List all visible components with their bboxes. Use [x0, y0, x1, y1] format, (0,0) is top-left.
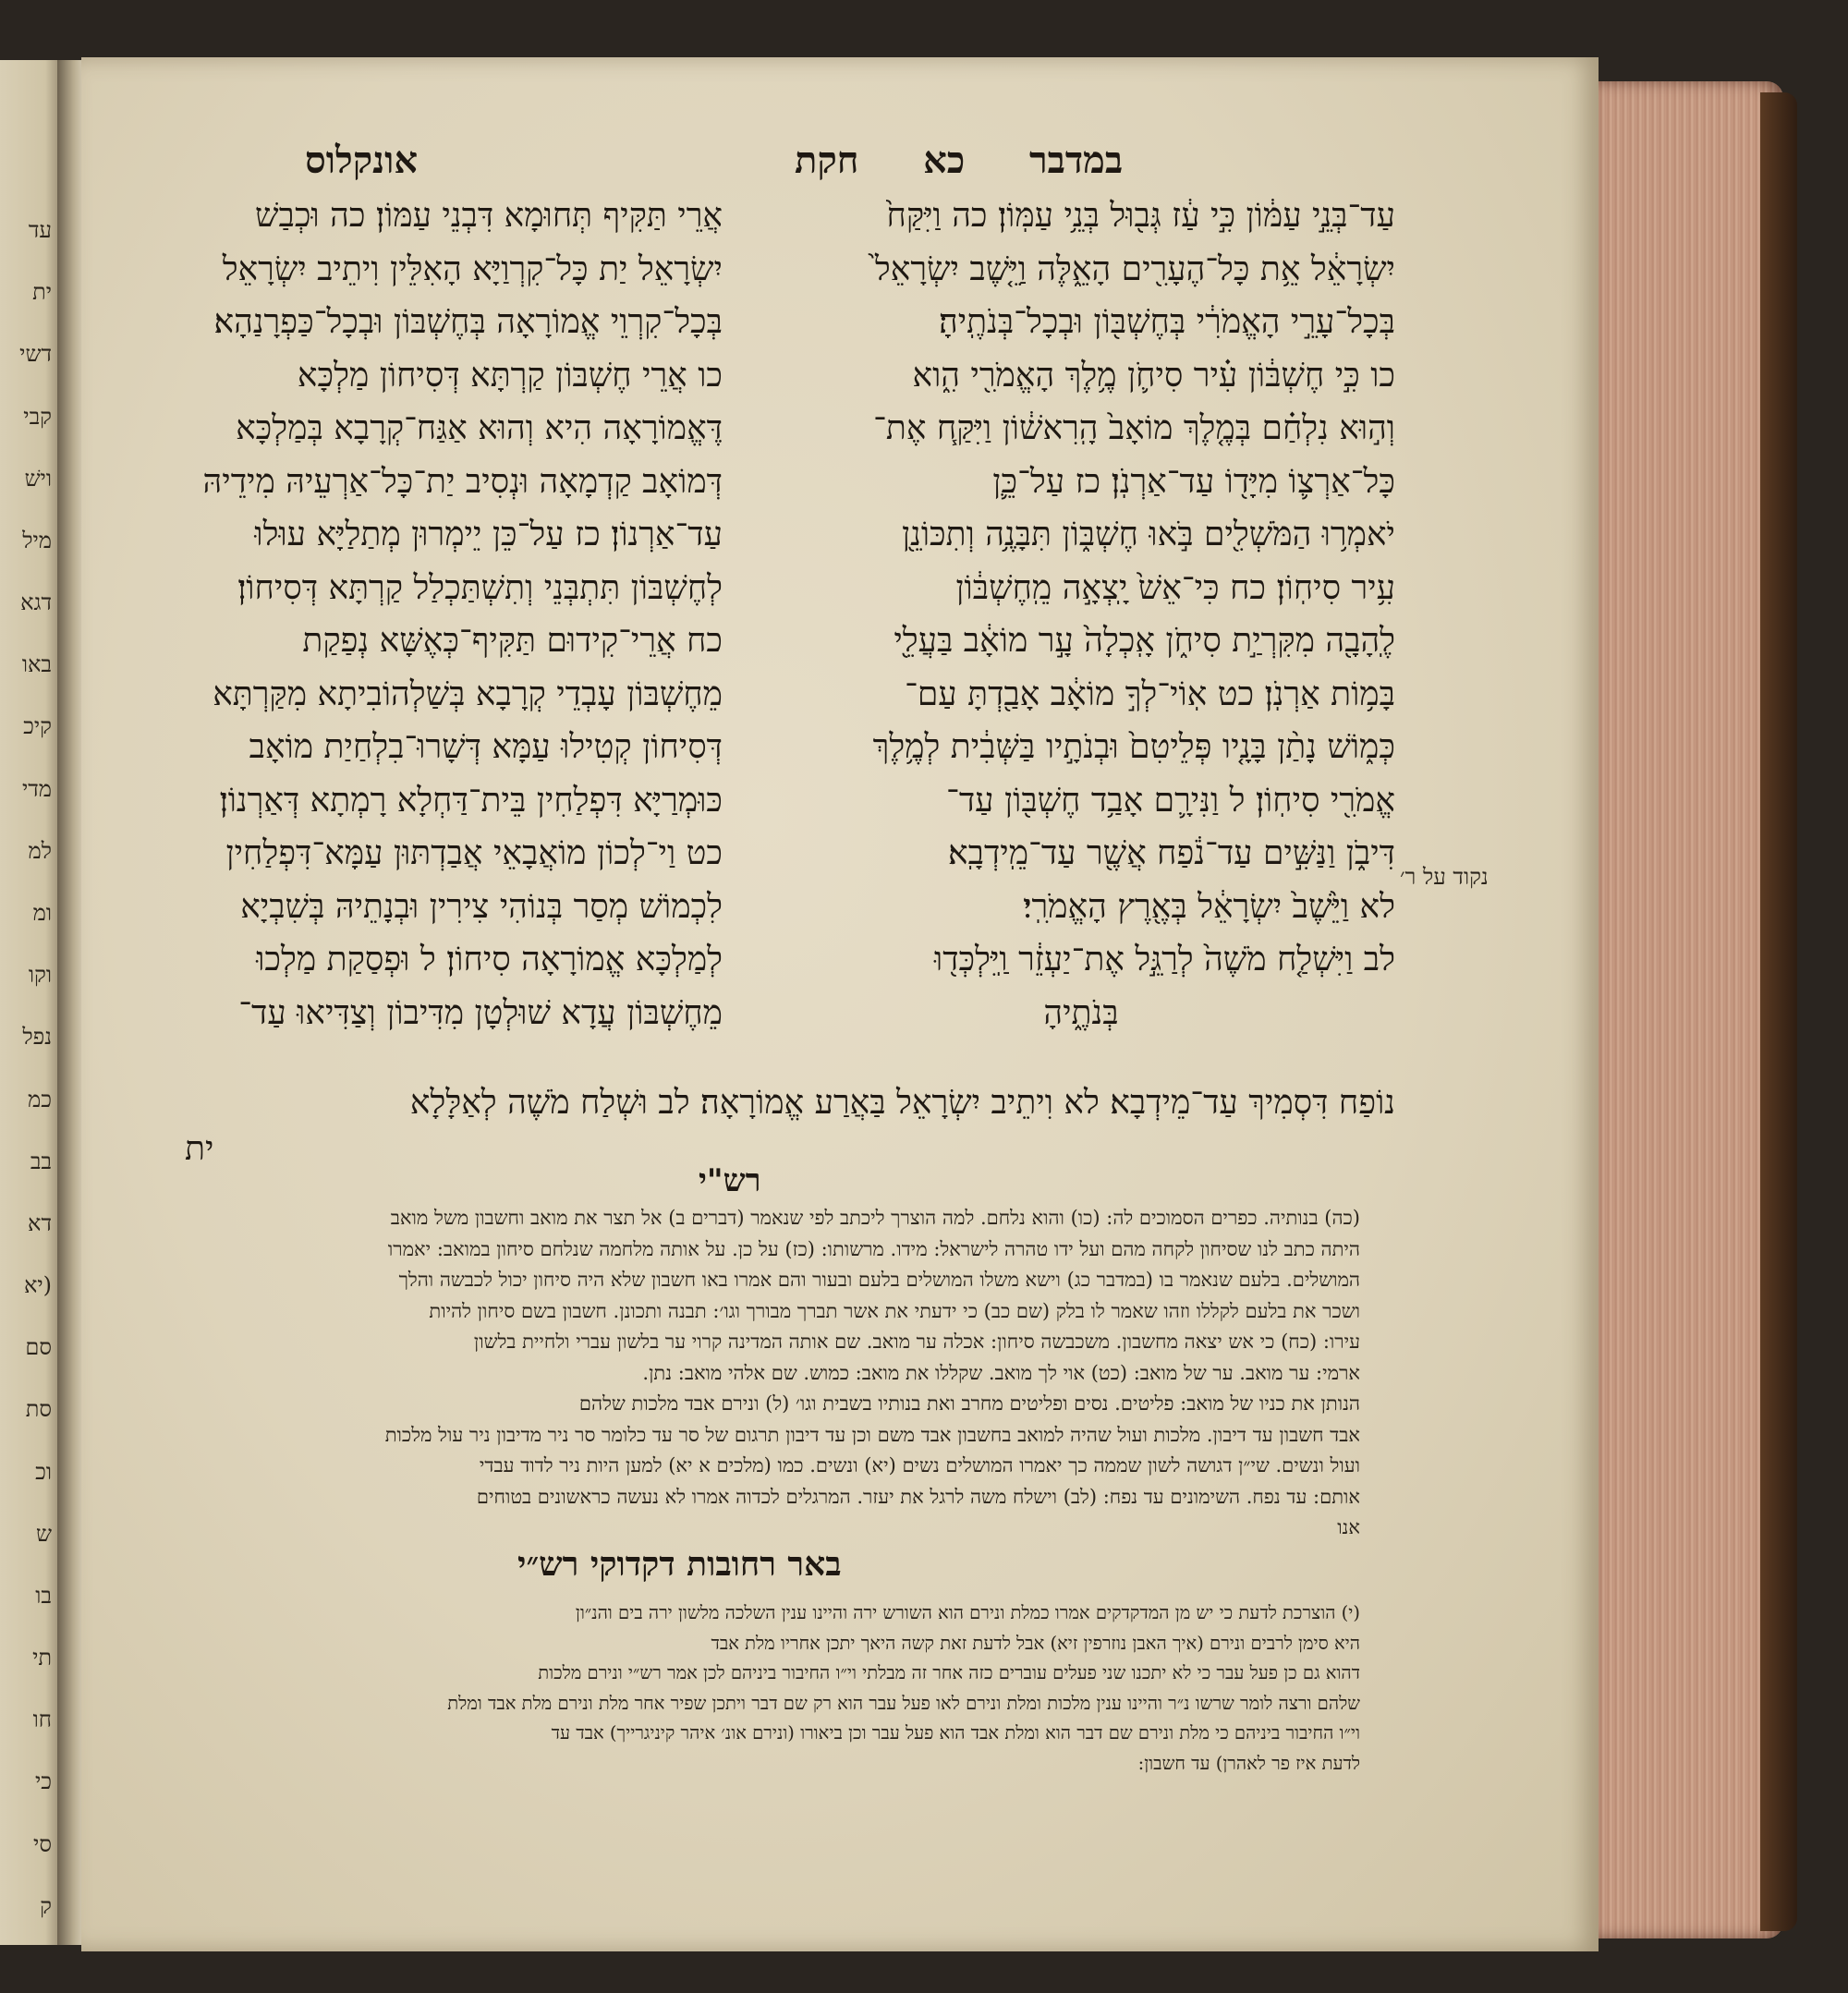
- onkelos-line: מֵחֶשְׁבּוֹן עֲדָא שׁוּלְטָן מִדִּיבוֹן וְצַדִּיאוּ עַד־: [238, 993, 723, 1032]
- left-page-fragment: וישׁ: [24, 465, 52, 492]
- left-page-fragment: מיל: [22, 527, 52, 553]
- torah-column: [767, 189, 1395, 1039]
- left-page-fragment: מדי: [21, 775, 52, 802]
- torah-line: יִשְׂרָאֵ֔ל אֵ֥ת כָּל־הֶעָרִ֖ים הָאֵ֑לֶּה וַיֵּ֤שֶׁב יִשְׂרָאֵל֙: [874, 249, 1395, 288]
- torah-line: לֶֽהָבָ֖ה מִקִּרְיַ֣ת סִיחֹ֑ן אָֽכְלָה֙ עָ֣ר מוֹאָ֔ב בַּעֲלֵ֖י: [894, 622, 1395, 660]
- left-page-fragment: חו: [32, 1707, 52, 1733]
- beer-rechovot-commentary: [85, 1598, 1360, 1779]
- torah-line: בְּכָל־עָרֵ֣י הָאֱמֹרִ֔י בְּחֶשְׁבּ֖וֹן וּבְכָל־בְּנֹתֶֽיהָ׃: [939, 303, 1395, 341]
- onkelos-line: יִשְׂרָאֵל יַת כָּל־קִרְוַיָּא הָאִלֵּין וִיתֵיב יִשְׂרָאֵל: [222, 249, 723, 288]
- torah-line: וְה֣וּא נִלְחַ֗ם בְּמֶ֤לֶךְ מוֹאָב֙ הָֽרִאשׁ֔וֹן וַיִּקַּ֧ח אֶת־: [873, 409, 1395, 447]
- torah-line: כָּל־אַרְצ֛וֹ מִיָּד֖וֹ עַד־אַרְנֹֽן׃ כז עַל־כֵּ֛ן: [992, 462, 1395, 501]
- book-cover-edge: [1760, 92, 1797, 1931]
- onkelos-line: כו אֲרֵי חֶשְׁבּוֹן קַרְתָּא דְּסִיחוֹן מַלְכָּא: [297, 356, 723, 395]
- left-page-fragment: וכ: [35, 1458, 52, 1485]
- header-parasha: חקת: [795, 139, 859, 182]
- left-page-fragment: ש: [36, 1520, 52, 1547]
- left-page-fragment: כי: [34, 1768, 52, 1795]
- left-page-fragment: עד: [28, 217, 52, 243]
- torah-line: כְּמ֑וֹשׁ נָתַ֨ן בָּנָ֤יו פְּלֵיטִם֙ וּבְנֹתָ֣יו בַּשְּׁבִ֔ית לְמֶ֥לֶךְ: [872, 728, 1395, 766]
- rashi-line: עירו: (כח) כי אש יצאה מחשבון. משכבשה סיחון: אכלה ער מואב. שם אותה המדינה קרוי ער בלשון עברי ולחיית בלשון: [473, 1331, 1360, 1353]
- header-book: במדבר: [1029, 139, 1124, 182]
- left-page-fragment: (יא: [23, 1272, 52, 1299]
- beer-line: דהוא גם כן פעל עבר כי לא יתכנו שני פעלים עוברים כזה אחר זה מבלתי וי״ו החיבור ביניהם לכן אמר רש״י ונירם מלכות: [538, 1662, 1360, 1683]
- left-page-fragment: כמ: [28, 1086, 52, 1112]
- beer-line: לדעת איז פר לאהרן) עד חשבון:: [1137, 1752, 1360, 1774]
- onkelos-line: אֲרֵי תַּקִּיף תְּחוּמָא דִּבְנֵי עַמּוֹן׃ כה וּכְבַשׁ: [255, 197, 723, 235]
- left-page-fragment: קיכ: [23, 713, 52, 740]
- left-page-fragment: דגא: [20, 589, 52, 616]
- left-page-fragment: למ: [28, 837, 52, 864]
- full-width-targum-line: נוֹפַח דִּסְמִיךְ עַד־מֵידְבָא׃ לא וִיתֵיב יִשְׂרָאֵל בַּאֲרַע אֱמוֹרָאָה׃ לב וּשְׁלַח מֹשֶׁה לְאַלָּלָא: [409, 1084, 1395, 1122]
- beer-rechovot-title: באר רחובות דקדוקי רש״י: [517, 1545, 842, 1584]
- rashi-line: המושלים. בלעם שנאמר בו (במדבר כג) וישא משלו המושלים בלעם ובעור והם אמרו באו חשבון שלא היה סיחון יכול לכבשה והלך: [398, 1269, 1360, 1291]
- rashi-line: (כה) בנותיה. כפרים הסמוכים לה: (כו) והוא נלחם. למה הוצרך ליכתב לפי שנאמר (דברים ב) אל תצר את מואב וחשבון משל מואב: [390, 1207, 1360, 1229]
- rashi-line: ועול ונשים. שי״ן דגושה לשון שממה כך יאמרו המושלים נשים (יא) ונשים. כמו (מלכים א יא) למען היות ניר לדוד עבדי: [479, 1454, 1360, 1477]
- left-page-fragment: בב: [30, 1148, 52, 1174]
- rashi-line: אבד חשבון עד דיבון. מלכות ועול שהיה למואב בחשבון אבד משם וכן עד דיבון תרגום של סר עד כלומר סר ניר מדיבון ניר עול מלכות: [384, 1423, 1360, 1446]
- left-page-fragment: קבי: [23, 403, 52, 430]
- beer-line: וי״ו החיבור ביניהם כי מלת ונירם שם דבר הוא ומלת אבד הוא פעל עבר וכן ביאורו (ונירם אונ׳ איהר קיניגרייך) אבד עד: [551, 1722, 1360, 1744]
- onkelos-line: כּוּמְרַיָּא דִּפְלַחִין בֵּית־דַּחְלָא רָמְתָא דְּאַרְנוֹן׃: [219, 781, 723, 820]
- left-page-fragment: נפל: [22, 1024, 52, 1051]
- rashi-line: היתה כתב לנו שסיחון לקחה מהם ועל ידו טהרה לישראל: מידו. מרשותו: (כז) על כן. על אותה מלחמה שנלחם סיחון במואב: יאמרו: [387, 1237, 1360, 1260]
- left-page-fragment: סם: [25, 1334, 52, 1361]
- left-page-fragment: באו: [21, 651, 52, 678]
- onkelos-column: [85, 189, 723, 1039]
- onkelos-line: לְמַלְכָּא אֱמוֹרָאָה סִיחוֹן׃ ל וּפְסַקַת מַלְכוּ: [256, 941, 723, 978]
- left-page-fragment: תי: [32, 1645, 52, 1671]
- onkelos-line: דְּמוֹאָב קַדְמָאָה וּנְסִיב יַת־כָּל־אַרְעֵיהּ מִידֵיהּ: [202, 462, 723, 501]
- torah-line: כו כִּ֣י חֶשְׁבּ֔וֹן עִ֗יר סִיחֹ֛ן מֶ֥לֶךְ הָאֱמֹרִ֖י הִ֑וא: [912, 356, 1395, 395]
- header-targum-title: אונקלוס: [305, 139, 419, 182]
- beer-line: (י) הוצרכת לדעת כי יש מן המדקדקים אמרו כמלת ונירם הוא השורש ירה והיינו ענין השלכה מלשון ירה בים והנ״ון: [575, 1602, 1360, 1623]
- left-page-fragment: וקו: [28, 962, 52, 989]
- onkelos-line: כח אֲרֵי־קִידוּם תַּקִּיף־כְּאֶשָּׁא נְפַקַת: [302, 622, 723, 660]
- header-chapter: כא: [923, 139, 966, 182]
- left-page-fragment: ק: [40, 1892, 52, 1919]
- page-header-torah: [795, 139, 1123, 182]
- rashi-line: אנו: [1337, 1516, 1360, 1538]
- onkelos-line: כט וַי־לְכוֹן מוֹאֲבָאֵי אֲבַדְתּוּן עַמָּא־דִּפְלַחִין: [225, 834, 723, 872]
- beer-line: היא סימן לרבים ונירם (איך האבן נוזרפין זיא) אבל לדעת זאת קשה היאך יתכן אחריו מלת אבד: [711, 1632, 1360, 1654]
- torah-line: דִּיבֹ֑ן וַנַּשִּׁ֣ים עַד־נֹ֔פַח אֲשֶׁ֖ר עַד־מֵֽידְבָֽא׃: [948, 834, 1395, 872]
- onkelos-line: דֶּאֱמוֹרָאָה הִיא וְהוּא אַגַּח־קְרָבָא בְּמַלְכָּא: [236, 409, 723, 447]
- left-page-fragment: סי: [33, 1830, 52, 1857]
- beer-line: שלהם ורצה לומר שרשו נ״ר והיינו ענין מלכות ומלת ונירם לאו פעל עבר הוא רק שם דבר ויתכן שפיר אחר מלת ונירם מלת אבד ומלת: [447, 1692, 1360, 1714]
- page-header-targum: [305, 139, 418, 182]
- torah-line: לא וַיֵּ֙שֶׁב֙ יִשְׂרָאֵ֔ל בְּאֶ֖רֶץ הָאֱמֹרִֽי׃: [1023, 887, 1395, 926]
- torah-line: עַד־בְּנֵ֣י עַמּ֔וֹן כִּ֣י עַ֔ז גְּב֖וּל בְּנֵ֥י עַמּֽוֹן׃ כה וַיִּקַּח֙: [886, 197, 1395, 235]
- torah-line: אֱמֹרִ֖י סִיחֽוֹן׃ ל וַנִּירָ֛ם אָבַ֥ד חֶשְׁבּ֖וֹן עַד־: [946, 781, 1395, 820]
- rashi-line: אותם: עד נפח. השימונים עד נפח: (לב) וישלח משה לרגל את יעזר. המרגלים לכדוה אמרו לא נעשה כראשונים בטוחים: [476, 1485, 1360, 1508]
- onkelos-line: לְחֶשְׁבּוֹן תִּתְבְּנֵי וְתִשְׁתַּכְלַל קַרְתָּא דְּסִיחוֹן׃: [237, 568, 723, 607]
- torah-line: יֹאמְר֥וּ הַמֹּשְׁלִ֖ים בֹּ֣אוּ חֶשְׁבּ֑וֹן תִּבָּנֶ֥ה וְתִכּוֹנֵ֖ן: [901, 516, 1395, 553]
- left-page-sliver: [0, 60, 65, 1945]
- onkelos-line: עַד־אַרְנוֹן׃ כז עַל־כֵּן יֵימְרוּן מְתַלַיָּא עוּלוּ: [254, 516, 723, 553]
- rashi-title: רש"י: [699, 1162, 761, 1199]
- rashi-line: ארמי: ער מואב. ער של מואב: (כט) אוי לך מואב. שקללו את מואב: כמוש. שם אלהי מואב: נתן.: [642, 1361, 1360, 1384]
- left-page-fragment: ומ: [32, 899, 52, 926]
- torah-line: בְּנֹתֶ֑יהָ: [1043, 993, 1119, 1032]
- left-page-fragment: ית: [32, 279, 52, 306]
- torah-line: בָּמ֥וֹת אַרְנֹֽן׃ כט אֽוֹי־לְךָ֣ מוֹאָ֔ב אָבַ֖דְתָּ עַם־: [905, 674, 1395, 713]
- page-edges: [1599, 81, 1783, 1938]
- onkelos-line: בְּכָל־קִרְוֵי אֱמוֹרָאָה בְּחֶשְׁבּוֹן וּבְכָל־כַּפְרָנַהָא׃: [213, 303, 723, 341]
- full-width-targum-line-end: ית: [185, 1130, 214, 1168]
- margin-note: נקוד על ר׳: [1400, 864, 1489, 890]
- onkelos-line: דְּסִיחוֹן קְטִילוּ עַמָּא דְּשָׁרוּ־בִלְחַיַת מוֹאָב: [249, 728, 723, 766]
- left-page-fragment: בו: [35, 1582, 52, 1609]
- rashi-line: ושכר את בלעם לקללו וזהו שאמר לו בלק (שם כב) כי ידעתי את אשר תברך מבורך וגו׳: תבנה ותכונן. חשבון בשם סיחון להיות: [429, 1299, 1360, 1322]
- torah-line: עִ֥יר סִיחֽוֹן׃ כח כִּי־אֵשׁ֙ יָֽצְאָ֣ה מֵֽחֶשְׁבּ֔וֹן: [955, 568, 1395, 607]
- left-page-fragment: דא: [28, 1209, 52, 1236]
- left-page-fragment: דשי: [19, 341, 52, 368]
- rashi-line: הנותן את כניו של מואב: פליטים. נסים ופליטים מחרב ואת בנותיו בשבית וגו׳ (ל) ונירם אבד מלכות שלהם: [578, 1392, 1360, 1415]
- left-page-fragment: סת: [25, 1396, 52, 1423]
- onkelos-line: מֵחֶשְׁבּוֹן עָבְדֵי קְרָבָא בְּשַׁלְהוֹבִיתָא מִקַּרְתָּא: [213, 674, 723, 713]
- rashi-commentary: [85, 1203, 1360, 1544]
- onkelos-line: לִכְמוֹשׁ מְסַר בְּנוֹהִי צִירִין וּבְנָתֵיהּ בְּשִׁבְיָא: [240, 887, 723, 926]
- torah-line: לב וַיִּשְׁלַ֤ח מֹשֶׁה֙ לְרַגֵּ֣ל אֶת־יַעְזֵ֔ר וַֽיִּלְכְּד֖וּ: [934, 941, 1395, 978]
